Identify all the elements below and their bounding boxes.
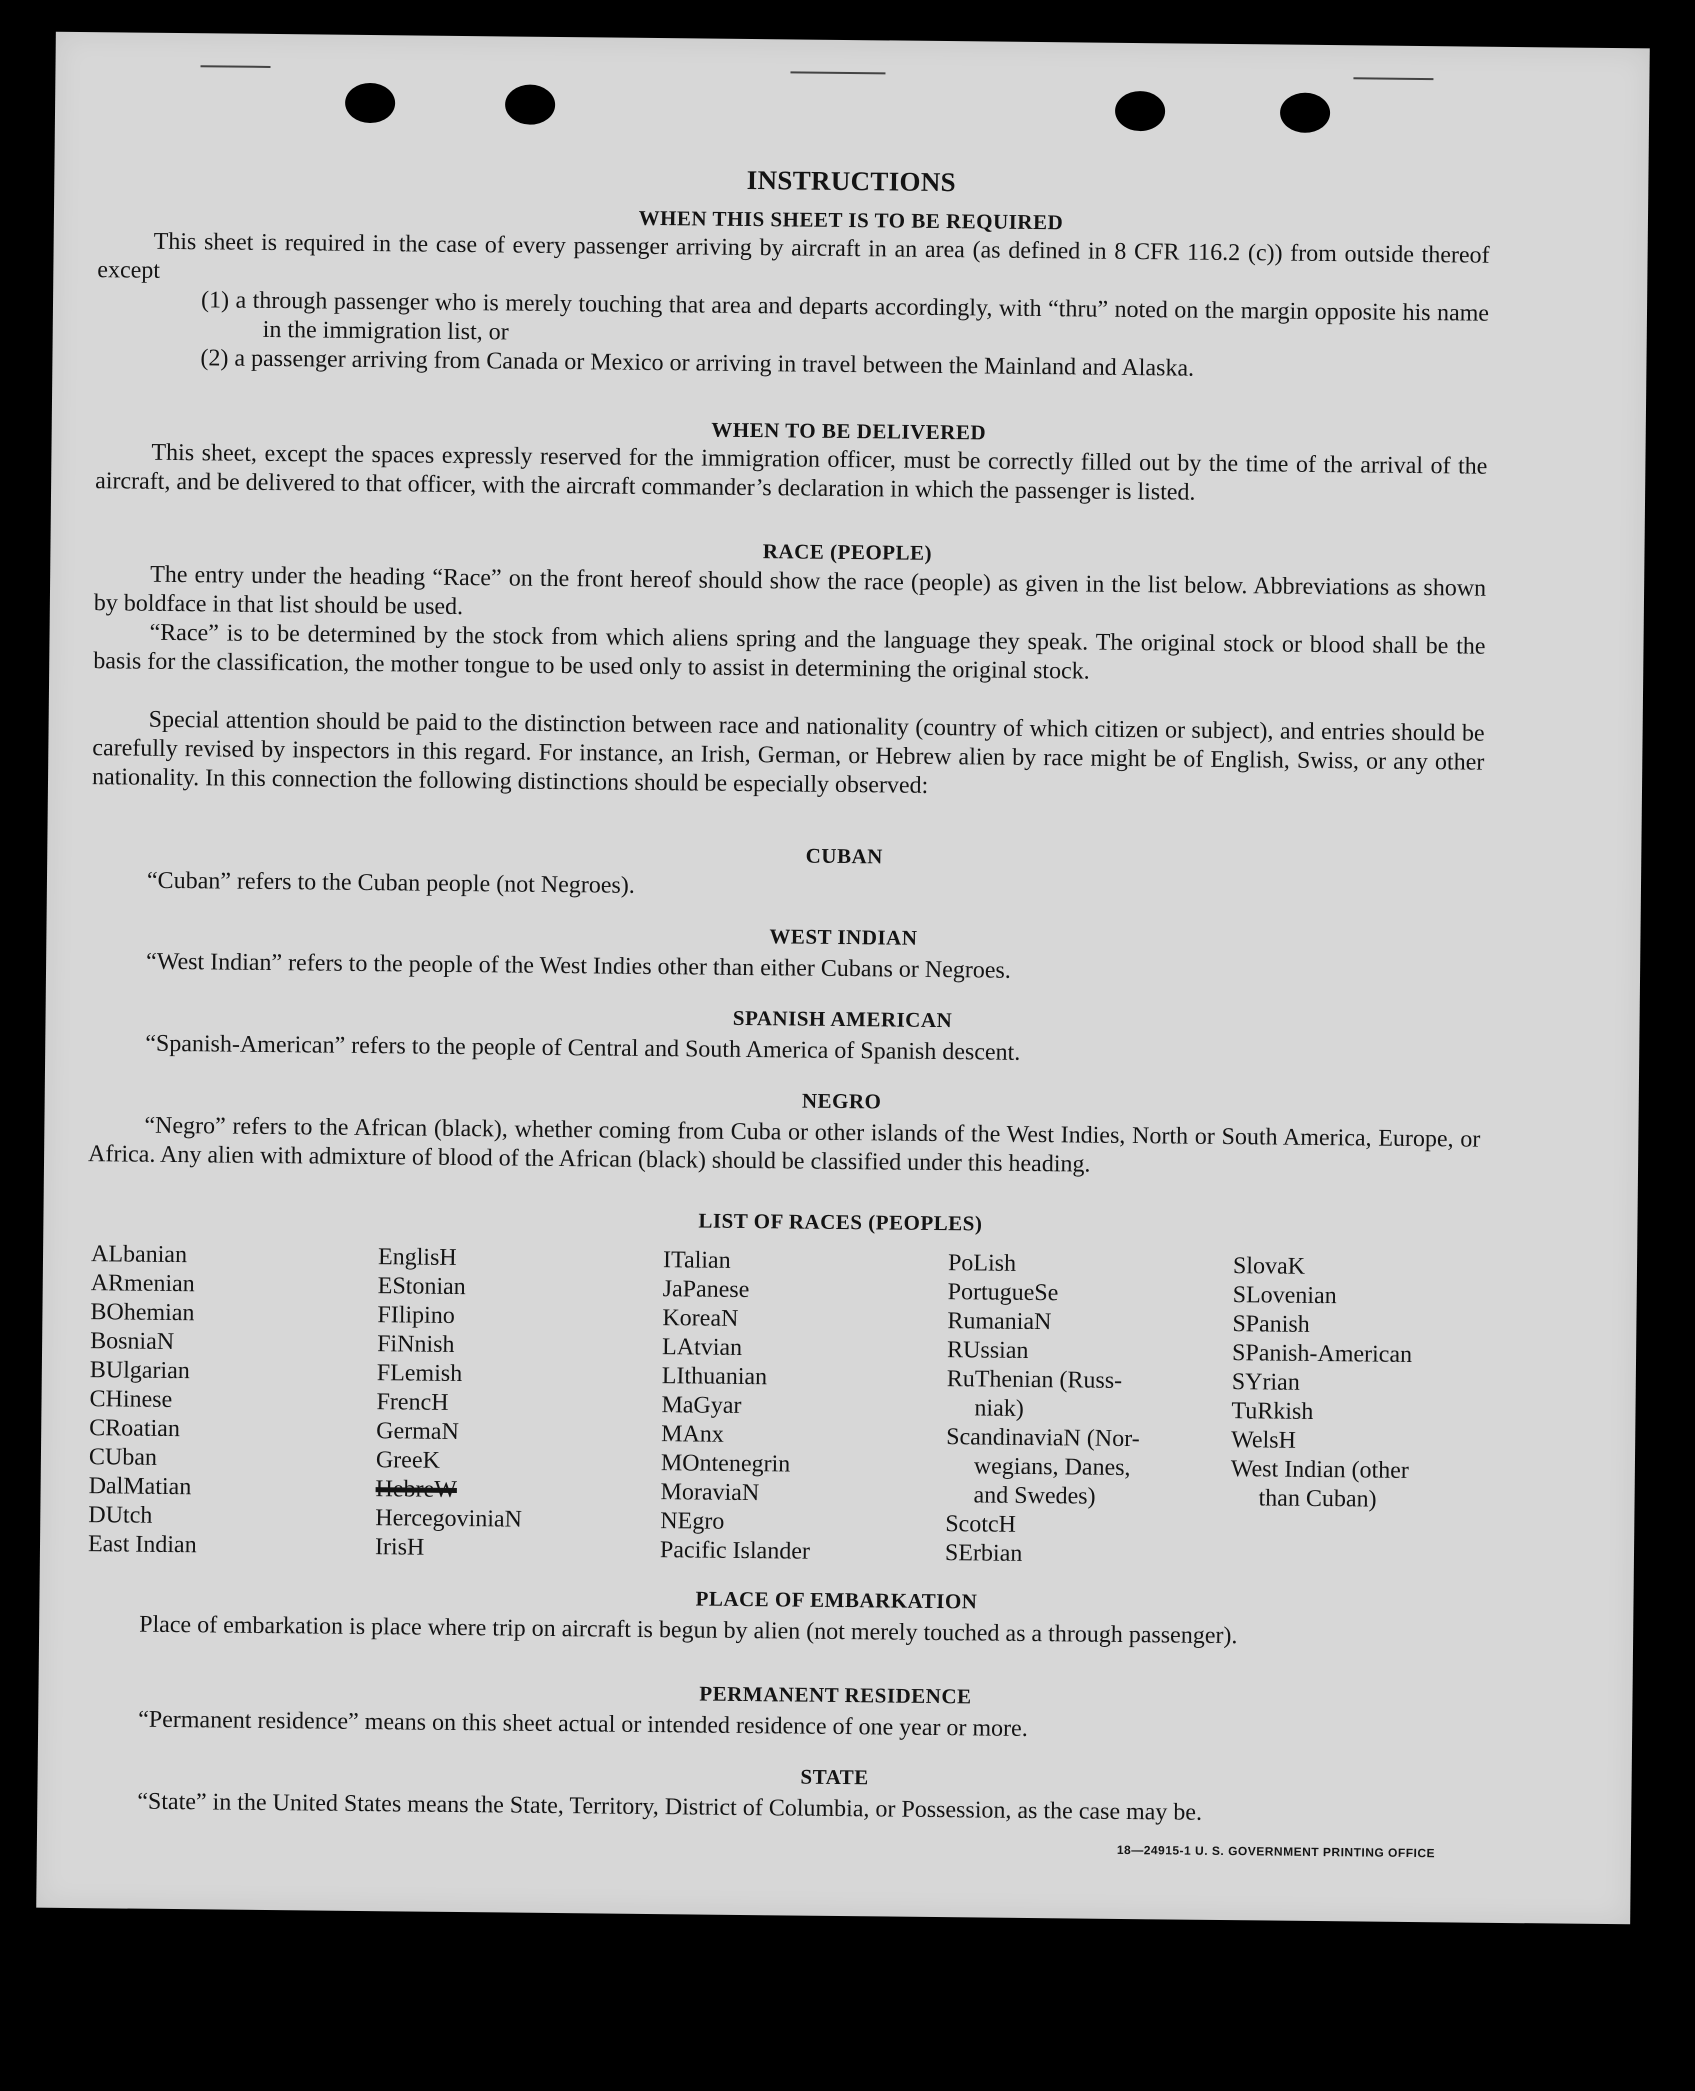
race-entry: CHinese (89, 1386, 173, 1413)
negro-text: “Negro” refers to the African (black), whether coming from Cuba or other islands of the West Indies, North or South America, Europe, or Africa. Any alien with admixture of blood of the African (black) should be classified under this heading. (87, 1112, 1481, 1178)
race-entry: MAnx (661, 1421, 725, 1448)
punch-hole (505, 84, 555, 125)
race-entry: JaPanese (662, 1276, 750, 1304)
race-entry: SErbian (944, 1540, 1023, 1567)
race-entry: DUtch (88, 1502, 153, 1529)
punch-hole (1280, 93, 1330, 134)
race-entry: EStonian (377, 1273, 466, 1301)
race-entry: KoreaN (662, 1305, 739, 1332)
cuban-text: “Cuban” refers to the Cuban people (not Negroes). (146, 867, 635, 899)
race-entry: BOhemian (90, 1299, 195, 1327)
race-entry: PoLish (947, 1250, 1017, 1277)
race-entry: HercegoviniaN (375, 1505, 523, 1533)
race-entry: FIlipino (377, 1302, 455, 1329)
race-entry: GermaN (376, 1418, 460, 1446)
section-heading-race: RACE (PEOPLE) (762, 539, 933, 565)
race-entry: PortugueSe (947, 1279, 1059, 1307)
residence-text: “Permanent residence” means on this sheet actual or intended residence of one year or more. (138, 1706, 1028, 1742)
race-entry: SYrian (1231, 1369, 1300, 1396)
edge-mark (1353, 77, 1433, 80)
race-entry-continuation: niak) (974, 1395, 1024, 1422)
exception-item-2: (2) a passenger arriving from Canada or Mexico or arriving in travel between the Mainland and Alaska. (200, 345, 1195, 382)
list-of-races-heading: LIST OF RACES (PEOPLES) (698, 1208, 983, 1236)
race-entry: CRoatian (89, 1415, 181, 1443)
when-delivered-text: This sheet, except the spaces expressly reserved for the immigration officer, must be correctly filled out by the time of the arrival of the aircraft, and be delivered to that officer, with the aircraft commander’s declaration in which the passenger is listed. (95, 439, 1488, 506)
races-column-4 (945, 1249, 1142, 1570)
section-heading-spanish-american: SPANISH AMERICAN (732, 1005, 953, 1033)
section-heading-when-required: WHEN THIS SHEET IS TO BE REQUIRED (638, 205, 1064, 235)
punch-hole (1115, 91, 1165, 132)
race-entry: TuRkish (1231, 1398, 1314, 1425)
race-entry: FiNnish (377, 1331, 455, 1358)
race-entry: SPanish-American (1231, 1340, 1413, 1368)
race-entry: LIthuanian (661, 1363, 768, 1391)
race-entry: RuThenian (Russ- (946, 1366, 1123, 1394)
race-paragraph-2: “Race” is to be determined by the stock from which aliens spring and the language they speak. The original stock or blood shall be the basis for the classification, the mother tongue to be used only to assist in determining the original stock. (93, 619, 1486, 685)
races-column-2 (375, 1243, 525, 1564)
race-entry: ScandinaviaN (Nor- (946, 1424, 1140, 1453)
west-indian-text: “West Indian” refers to the people of the West Indies other than either Cubans or Negroes. (145, 948, 1011, 984)
race-entry: ALbanian (90, 1241, 188, 1269)
race-entry: SPanish (1232, 1311, 1310, 1338)
race-entry: ScotcH (945, 1511, 1017, 1538)
section-heading-when-delivered: WHEN TO BE DELIVERED (711, 417, 987, 445)
race-entry: GreeK (375, 1447, 441, 1474)
race-entry: SlovaK (1232, 1253, 1306, 1280)
race-entry: NEgro (660, 1508, 725, 1535)
when-required-text: This sheet is required in the case of every passenger arriving by aircraft in an area (as defined in 8 CFR 116.2 (c)) from outside thereof except (97, 228, 1490, 284)
edge-mark (790, 71, 885, 74)
race-entry: East Indian (87, 1531, 197, 1559)
race-entry-continuation: wegians, Danes, (973, 1453, 1131, 1482)
punch-hole (345, 83, 395, 124)
spanish-american-text: “Spanish-American” refers to the people of Central and South America of Spanish descent. (145, 1030, 1021, 1066)
race-entry: MOntenegrin (660, 1450, 791, 1478)
document-page (36, 32, 1650, 1925)
race-entry: RumaniaN (947, 1308, 1052, 1336)
state-text: “State” in the United States means the State, Territory, District of Columbia, or Possession, as the case may be. (137, 1788, 1203, 1826)
races-column-5 (1230, 1252, 1413, 1515)
race-entry: BosniaN (90, 1328, 175, 1356)
race-entry: IrisH (374, 1534, 425, 1561)
race-entry: CUban (88, 1444, 158, 1471)
race-entry: ITalian (662, 1247, 731, 1274)
race-entry: FLemish (376, 1360, 463, 1388)
page-title: INSTRUCTIONS (746, 164, 957, 198)
race-entry: SLovenian (1232, 1282, 1337, 1310)
printing-office-code: 18—24915-1 U. S. GOVERNMENT PRINTING OFFICE (1116, 1842, 1436, 1861)
race-entry: EnglisH (377, 1244, 457, 1271)
embarkation-text: Place of embarkation is place where trip on aircraft is begun by alien (not merely touched as a through passenger). (139, 1611, 1238, 1650)
race-entry: West Indian (other (1230, 1456, 1410, 1484)
section-heading-cuban: CUBAN (805, 843, 883, 869)
race-entry-continuation: than Cuban) (1258, 1485, 1377, 1513)
race-entry: BUlgarian (89, 1357, 190, 1385)
race-entry: ARmenian (90, 1270, 195, 1298)
race-entry: DalMatian (88, 1473, 192, 1501)
exception-item-1: (1) a through passenger who is merely touching that area and departs accordingly, with “thru” noted on the margin opposite his name in the immigration list, or (200, 287, 1490, 346)
section-heading-west-indian: WEST INDIAN (769, 924, 918, 950)
race-entry: MaGyar (661, 1392, 742, 1419)
edge-mark (201, 65, 271, 68)
race-entry: WelsH (1231, 1427, 1297, 1454)
race-entry: Pacific Islander (659, 1537, 811, 1565)
section-heading-embarkation: PLACE OF EMBARKATION (695, 1586, 978, 1614)
race-entry: FrencH (376, 1389, 449, 1416)
section-heading-residence: PERMANENT RESIDENCE (699, 1681, 972, 1709)
race-entry-struck: HebreW (375, 1476, 458, 1503)
race-entry-continuation: and Swedes) (973, 1482, 1096, 1510)
race-entry: MoraviaN (660, 1479, 760, 1507)
race-paragraph-3: Special attention should be paid to the distinction between race and nationality (country of which citizen or subject), and entries should be carefully revised by inspectors in this regard. For instance, an Irish, German, or Hebrew alien by race might be of English, Swiss, or any other nationality. In this connection the following distinctions should be especially observed: (91, 706, 1485, 799)
race-entry: LAtvian (661, 1334, 743, 1361)
section-heading-state: STATE (800, 1764, 869, 1790)
section-heading-negro: NEGRO (801, 1088, 882, 1114)
race-entry: RUssian (946, 1337, 1029, 1364)
race-paragraph-1: The entry under the heading “Race” on the front hereof should show the race (people) as given in the list below. Abbreviations as shown by boldface in that list should be used. (93, 561, 1487, 621)
races-column-1 (88, 1240, 200, 1560)
races-column-3 (660, 1246, 813, 1567)
